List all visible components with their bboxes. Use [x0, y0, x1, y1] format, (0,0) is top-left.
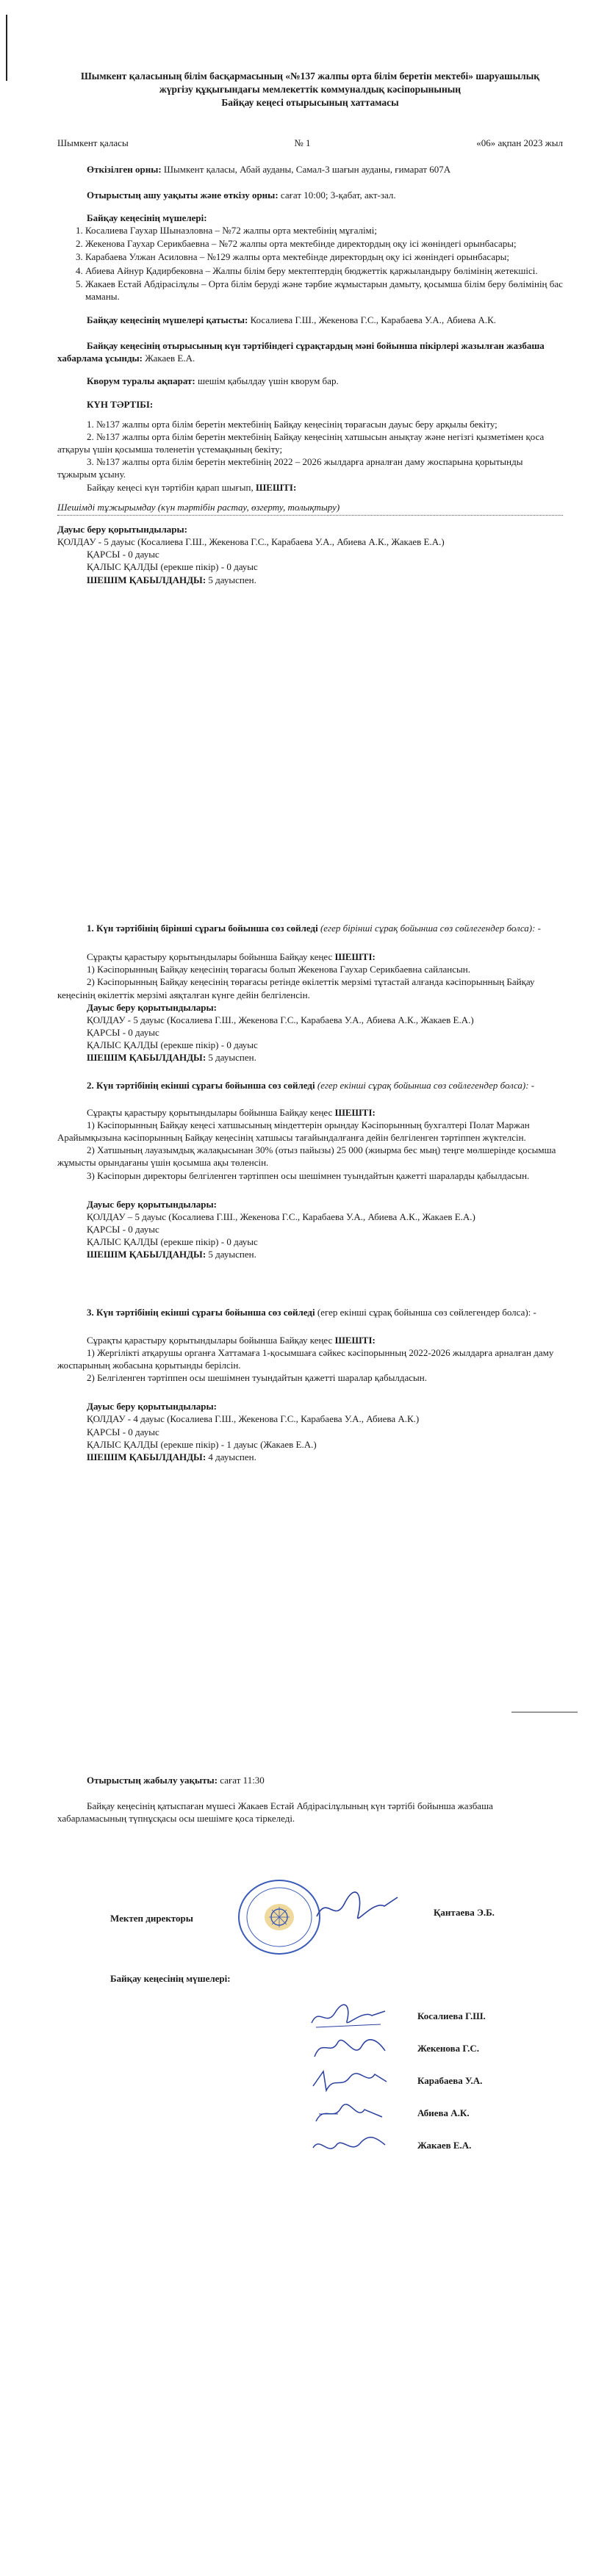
- member-name: Жекенова Г.С.: [417, 2043, 480, 2054]
- school-seal-stamp: [235, 1877, 323, 1958]
- attended-text: Косалиева Г.Ш., Жекенова Г.С., Карабаева У.А., Абиева А.К.: [248, 314, 497, 325]
- q3-heading-note: (егер екінші сұрақ бойынша сөз сөйлегендер болса): -: [315, 1307, 536, 1318]
- member-signature-zhekenova: [309, 2035, 389, 2063]
- quorum-line: [57, 375, 563, 387]
- q1-intro-resolved: ШЕШТІ:: [334, 951, 376, 963]
- written-opinion-label: Байқау кеңесінің отырысының күн тәртібіндегі сұрақтардың мәні бойынша пікірлері жазылған жазбаша хабарлама ұсынды:: [57, 340, 545, 364]
- q1-vote-title: Дауыс беру қорытындылары:: [87, 1001, 217, 1013]
- member-item: 3. Карабаева Улжан Асиловна – №129 жалпы орта мектебінде директордың оқу ісі жөніндегі орынбасары;: [85, 250, 563, 263]
- q2-heading-text: 2. Күн тәртібінің екінші сұрағы бойынша сөз сөйледі: [87, 1079, 315, 1091]
- q3-heading: [57, 1306, 563, 1318]
- q2-vote-against: ҚАРСЫ - 0 дауыс: [87, 1223, 159, 1235]
- q1-vote-abstain: ҚАЛЫС ҚАЛДЫ (ерекше пікір) - 0 дауыс: [87, 1039, 258, 1051]
- q3-vote-abstain: ҚАЛЫС ҚАЛДЫ (ерекше пікір) - 1 дауыс (Жакаев Е.А.): [87, 1438, 317, 1450]
- q2-item: 3) Кәсіпорын директоры белгіленген тәртіппен осы шешімнен туындайтын қажетті шараларды қабылдасын.: [87, 1169, 530, 1181]
- director-signature: [312, 1887, 401, 1931]
- vote-abstain: ҚАЛЫС ҚАЛДЫ (ерекше пікір) - 0 дауыс: [87, 561, 258, 573]
- member-name: Карабаева У.А.: [417, 2075, 483, 2087]
- q1-vote-for: ҚОЛДАУ - 5 дауыс (Косалиева Г.Ш., Жекенова Г.С., Карабаева У.А., Абиева А.К., Жакаев Е.А.): [87, 1014, 474, 1025]
- scan-edge-mark: [511, 1711, 578, 1713]
- q1-intro: [57, 950, 563, 963]
- q3-intro-resolved: ШЕШТІ:: [334, 1334, 376, 1346]
- members-title: Байқау кеңесінің мүшелері:: [87, 212, 207, 223]
- member-signature-karabaeva: [309, 2067, 389, 2095]
- q3-vote-for: ҚОЛДАУ - 4 дауыс (Косалиева Г.Ш., Жекенова Г.С., Карабаева У.А., Абиева А.К.): [87, 1413, 420, 1425]
- page-3-content: [57, 1774, 563, 1825]
- q2-decision: [57, 1248, 563, 1260]
- member-signature-row: [309, 2067, 529, 2095]
- member-name: Абиева А.К.: [417, 2107, 470, 2119]
- member-signature-row: [309, 2035, 529, 2063]
- q3-item: 2) Белгіленген тәртіппен осы шешімнен туындайтын қажетті шаралар қабылдасын.: [87, 1372, 427, 1384]
- q1-item: 1) Кәсіпорынның Байқау кеңесінің төрағасы болып Жекенова Гаухар Серикбаевна сайлансын.: [87, 964, 470, 975]
- closing-label: Отырыстың жабылу уақыты:: [87, 1775, 218, 1786]
- q1-heading-text: 1. Күн тәртібінің бірінші сұрағы бойынша сөз сөйледі: [87, 923, 318, 934]
- vote-against: ҚАРСЫ - 0 дауыс: [87, 549, 159, 560]
- member-item: 5. Жакаев Естай Абдірасілұлы – Орта білім беруді және тәрбие жұмыстарын дамыту, қосымша білім беру бөлімінің бас маманы.: [85, 278, 563, 303]
- attended-label: Байқау кеңесінің мүшелері қатысты:: [87, 314, 248, 325]
- member-item: 4. Абиева Айнур Қадирбековна – Жалпы білім беру мектептердің бюджеттік қаржыландыру бөлімінің жетекшісі.: [85, 264, 563, 277]
- q2-heading-note: (егер екінші сұрақ бойынша сөз сөйлегендер болса): -: [315, 1079, 535, 1091]
- q1-heading-note: (егер бірінші сұрақ бойынша сөз сөйлегендер болса): -: [317, 923, 542, 934]
- q3-decision-text: 4 дауыспен.: [206, 1451, 256, 1462]
- agenda-title: КҮН ТӘРТІБІ:: [87, 398, 154, 410]
- vote-decision: [57, 574, 563, 586]
- q3-vote-title: Дауыс беру қорытындылары:: [87, 1401, 217, 1413]
- member-signature-kosalieva: [309, 2002, 389, 2030]
- attended-line: [57, 314, 563, 326]
- member-signature-row: [309, 2132, 529, 2160]
- time-line: [57, 189, 563, 201]
- q3-decision-label: ШЕШІМ ҚАБЫЛДАНДЫ:: [87, 1451, 206, 1462]
- q1-decision-label: ШЕШІМ ҚАБЫЛДАНДЫ:: [87, 1052, 206, 1064]
- q2-vote-for: ҚОЛДАУ – 5 дауыс (Косалиева Г.Ш., Жекенова Г.С., Карабаева У.А., Абиева А.К., Жакаев Е.А.): [87, 1211, 475, 1222]
- document-subtitle: Байқау кеңесі отырысының хаттамасы: [221, 96, 399, 108]
- agenda-resolved-line: [57, 481, 563, 494]
- page-1: [0, 0, 607, 779]
- quorum-text: шешім қабылдау үшін кворум бар.: [195, 375, 339, 387]
- decision-text: 5 дауыспен.: [206, 574, 256, 585]
- member-signatures-list: [309, 1998, 529, 2164]
- q2-heading: [57, 1079, 563, 1092]
- closing-line: [57, 1774, 563, 1786]
- agenda-item: 1. №137 жалпы орта білім беретін мектебінің Байқау кеңесінің төрағасын дауыс беру арқылы бекіту;: [87, 418, 498, 430]
- page-3: [0, 1711, 607, 2576]
- page-2: [0, 852, 607, 1623]
- q3-intro-text: Сұрақты қарастыру қорытындылары бойынша Байқау кеңес: [87, 1334, 335, 1346]
- member-signature-abieva: [309, 2099, 389, 2127]
- agenda-resolved-word: ШЕШТІ:: [256, 481, 297, 493]
- agenda-resolved-prefix: Байқау кеңесі күн тәртібін қарап шығып,: [87, 481, 256, 493]
- q2-vote-title: Дауыс беру қорытындылары:: [87, 1198, 217, 1210]
- member-signature-row: [309, 2002, 529, 2030]
- time-text: сағат 10:00; 3-қабат, акт-зал.: [278, 189, 396, 201]
- protocol-number: № 1: [294, 137, 311, 149]
- agenda-approve-line: Шешімді тұжырымдау (күн тәртібін растау, өзгерту, толықтыру): [57, 501, 563, 516]
- q1-vote-against: ҚАРСЫ - 0 дауыс: [87, 1027, 159, 1039]
- q1-decision-text: 5 дауыспен.: [206, 1052, 256, 1064]
- member-name: Косалиева Г.Ш.: [417, 2010, 486, 2022]
- q2-item: 2) Хатшының лауазымдық жалақысынан 30% (отыз пайызы) 25 000 (жиырма бес мың) теңге мөлшерінде қосымша жұмысты орындағаны үшін қосымша ақы төленсін.: [57, 1144, 556, 1169]
- q2-intro: [57, 1106, 563, 1119]
- q2-decision-label: ШЕШІМ ҚАБЫЛДАНДЫ:: [87, 1249, 206, 1260]
- q2-intro-resolved: ШЕШТІ:: [334, 1106, 376, 1118]
- member-signature-row: [309, 2099, 529, 2127]
- scan-edge-mark: [6, 15, 7, 81]
- venue-label: Өткізілген орны:: [87, 163, 162, 175]
- director-signature-block: [88, 1877, 544, 1958]
- agenda-item: 2. №137 жалпы орта білім беретін мектебінің Байқау кеңесінің хатшысын анықтау және негізгі қызметімен қоса атқаруы үшін қосымша төленетін үстемақының бекіту;: [57, 430, 545, 455]
- q3-item: 1) Жергілікті атқарушы органға Хаттамаға 1-қосымшаға сәйкес кәсіпорынның 2022-2026 жылдарға арналған даму жоспарының жобасына қорытынды берілсін.: [57, 1346, 554, 1371]
- page-1-content: [57, 70, 563, 586]
- written-opinion-text: Жакаев Е.А.: [143, 353, 195, 364]
- member-name: Жакаев Е.А.: [417, 2140, 472, 2151]
- director-label: Мектеп директоры: [110, 1913, 193, 1924]
- closing-note: Байқау кеңесінің қатыспаған мүшесі Жакаев Естай Абдірасілұлының күн тәртібі бойынша жазбаша хабарламасының түпнұсқасы осы шешімге қоса тіркеледі.: [57, 1800, 493, 1825]
- q1-item: 2) Кәсіпорынның Байқау кеңесінің төрағасы ретінде өкілеттік мерзімі тұтастай алғанда кәсіпорынның Байқау кеңесінің өкілеттік мерзімі аяқталған күнге дейін белгіленсін.: [57, 976, 535, 1000]
- director-name: Қантаева Э.Б.: [434, 1907, 495, 1918]
- member-item: 1. Косалиева Гаухар Шынаэловна – №72 жалпы орта мектебінің мұғалімі;: [85, 224, 563, 237]
- q3-decision: [57, 1451, 563, 1463]
- q1-heading: [57, 922, 563, 934]
- closing-text: сағат 11:30: [218, 1775, 265, 1786]
- q3-intro: [57, 1334, 563, 1346]
- quorum-label: Кворум туралы ақпарат:: [87, 375, 195, 387]
- q2-vote-abstain: ҚАЛЫС ҚАЛДЫ (ерекше пікір) - 0 дауыс: [87, 1236, 258, 1248]
- q3-heading-text: 3. Күн тәртібінің екінші сұрағы бойынша сөз сөйледі: [87, 1307, 315, 1318]
- decision-label: ШЕШІМ ҚАБЫЛДАНДЫ:: [87, 574, 206, 585]
- q2-decision-text: 5 дауыспен.: [206, 1249, 256, 1260]
- q2-intro-text: Сұрақты қарастыру қорытындылары бойынша Байқау кеңес: [87, 1106, 335, 1118]
- q2-item: 1) Кәсіпорынның Байқау кеңесі хатшысының міндеттерін орындау Кәсіпорынның бухгалтері Полат Маржан Арайымқызына кәсіпорынның Байқау кеңесінің хатшысы тағайындалғанға дейін белгіленген тәртіппен жүктелсін.: [57, 1119, 530, 1144]
- q1-intro-text: Сұрақты қарастыру қорытындылары бойынша Байқау кеңес: [87, 951, 335, 963]
- protocol-date: «06» ақпан 2023 жыл: [476, 137, 563, 149]
- q3-vote-against: ҚАРСЫ - 0 дауыс: [87, 1426, 159, 1437]
- members-list: [57, 224, 563, 303]
- page-2-content: [57, 922, 563, 1463]
- venue-line: [57, 163, 563, 176]
- written-opinion-line: [57, 339, 563, 364]
- vote-for: ҚОЛДАУ - 5 дауыс (Косалиева Г.Ш., Жекенова Г.С., Карабаева У.А., Абиева А.К., Жакаев Е.А.): [57, 536, 445, 548]
- city: Шымкент қаласы: [57, 137, 129, 149]
- document-title: Шымкент қаласының білім басқармасының «№137 жалпы орта білім беретін мектебі» шаруашылық жүргізу құқығындағы мемлекеттік коммуналдық кәсіпорынының: [80, 71, 540, 95]
- agenda-item: 3. №137 жалпы орта білім беретін мектебінің 2022 – 2026 жылдарға арналған даму жоспарына қорытынды тұжырым ұсыну.: [57, 456, 523, 480]
- q1-decision: [57, 1051, 563, 1064]
- time-label: Отырыстың ашу уақыты және өткізу орны:: [87, 189, 279, 201]
- member-item: 2. Жекенова Гаухар Серикбаевна – №72 жалпы орта мектебінде директордың оқу ісі жөніндегі орынбасары;: [85, 237, 563, 250]
- venue-text: Шымкент қаласы, Абай ауданы, Самал-3 шағын ауданы, ғимарат 607А: [161, 163, 451, 175]
- vote-title: Дауыс беру қорытындылары:: [57, 523, 187, 535]
- members-signatures-label: Байқау кеңесінің мүшелері:: [110, 1973, 231, 1984]
- member-signature-zhakaev: [309, 2132, 389, 2160]
- header-meta-row: [57, 137, 563, 149]
